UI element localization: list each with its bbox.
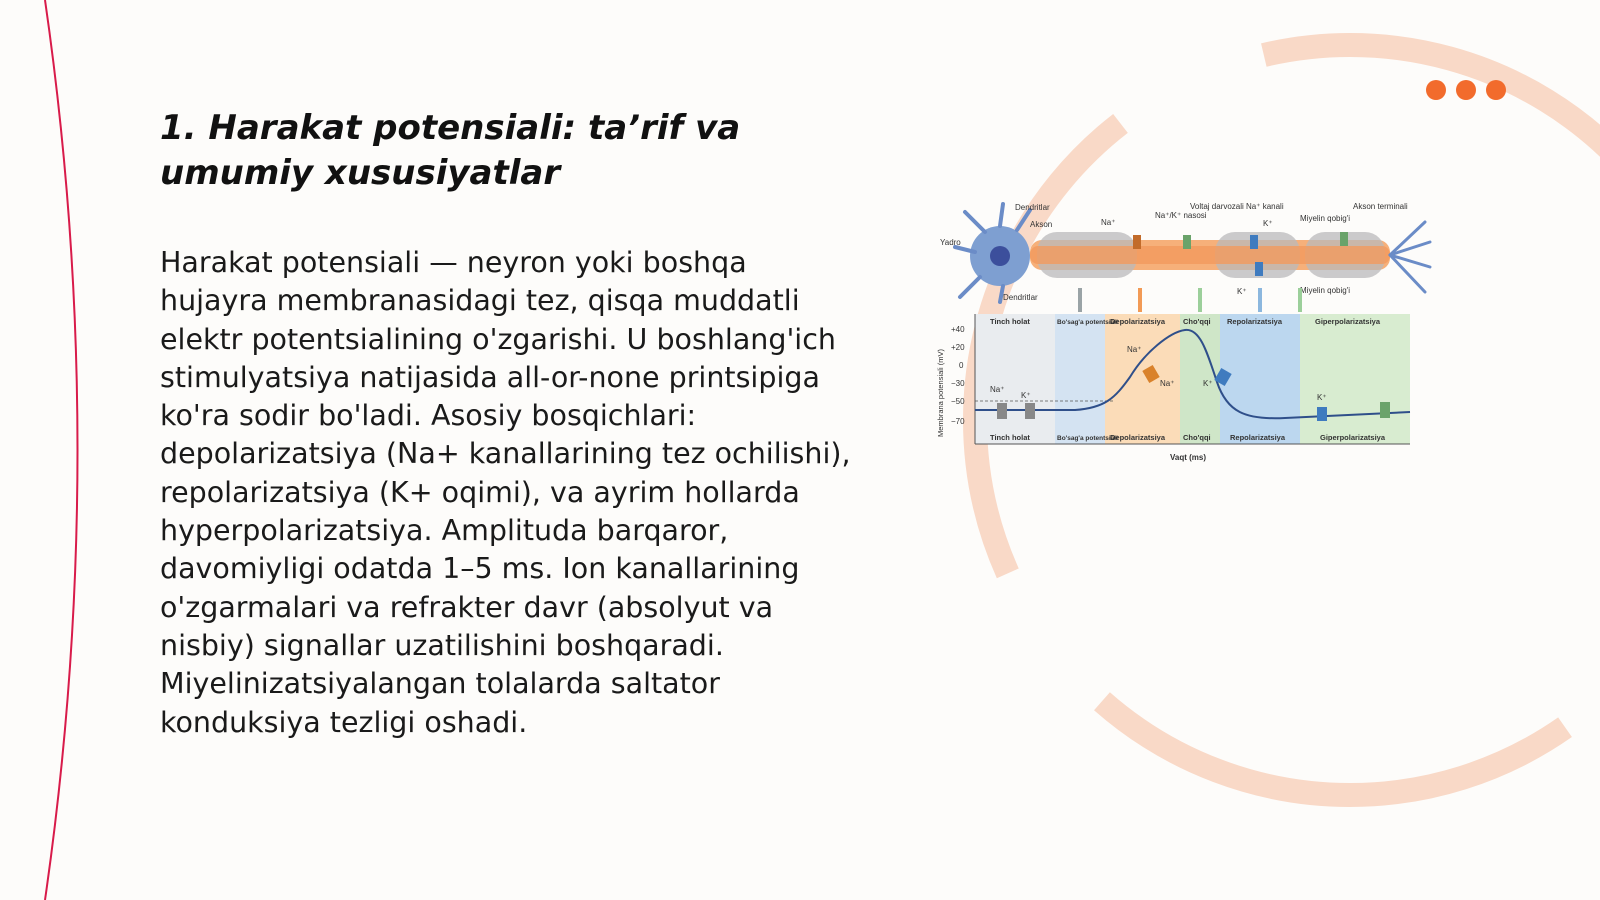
axon-terminal-branches [1390,222,1430,292]
channel-rest-2 [1025,403,1035,419]
y-tick-m70: −70 [951,417,965,426]
myelin-channel [1340,232,1348,246]
label-voltage-gated: Voltaj darvozali Na⁺ kanali [1190,202,1284,211]
phase-top-repol: Repolarizatsiya [1227,317,1283,326]
ion-k-hyper: K⁺ [1317,393,1327,402]
y-tick-20: +20 [951,343,965,352]
label-dendrites-top: Dendritlar [1015,203,1050,212]
phase-bg-rest [975,314,1055,444]
more-dots-icon[interactable] [1426,80,1506,100]
left-accent-curve [45,0,78,900]
dot-3 [1486,80,1506,100]
y-tick-m50: −50 [951,397,965,406]
dot-2 [1456,80,1476,100]
phase-bottom-peak: Cho'qqi [1183,433,1211,442]
phase-bg-threshold [1055,314,1105,444]
phase-top-peak: Cho'qqi [1183,317,1211,326]
phase-top-hyper: Giperpolarizatsiya [1315,317,1381,326]
phase-bottom-repol: Repolarizatsiya [1230,433,1286,442]
channel-rest-1 [997,403,1007,419]
action-potential-figure [936,202,1455,472]
ion-k-rest: K⁺ [1021,391,1031,400]
pump-channel [1183,235,1191,249]
phase-top-depol: Depolarizatsiya [1110,317,1166,326]
phase-bottom-rest: Tinch holat [990,433,1030,442]
phase-arrows [1080,288,1300,312]
label-pump: Na⁺/K⁺ nasosi [1155,211,1207,220]
slide-paragraph: Harakat potensiali — neyron yoki boshqa hujayra membranasidagi tez, qisqa muddatli elektr potentsialining o'zgarishi. U boshlang'ich stimulyatsiya natijasida all-or-none printsipiga ko'ra sodir bo'ladi. Asosiy bosqichlari: depolarizatsiya (Na+ kanallarining tez ochilishi), repolarizatsiya (K+ oqimi), va ayrim hollarda hyperpolarizatsiya. Amplituda barqaror, davomiyligi odatda 1–5 ms. Ion kanallarining o'zgarmalari va refrakter davr (absolyut va nisbiy) signallar uzatilishini boshqaradi. Miyelinizatsiyalangan tolalarda saltator konduksiya tezligi oshadi. [160,246,851,739]
channel-hyper-2 [1380,402,1390,418]
na-channel [1133,235,1141,249]
label-k-bottom: K⁺ [1237,287,1247,296]
axon-core [1030,246,1390,264]
y-axis-label: Membrana potensiali (mV) [936,349,945,437]
ion-na-depol-a: Na⁺ [1127,345,1142,354]
phase-bottom-hyper: Giperpolarizatsiya [1320,433,1386,442]
label-dendrites-bottom: Dendritlar [1003,293,1038,302]
phase-top-threshold: Bo'sag'a potentsiali [1057,319,1118,326]
ion-k-repol: K⁺ [1203,379,1213,388]
phase-bottom-threshold: Bo'sag'a potentsiali [1057,435,1118,442]
label-nucleus: Yadro [940,238,961,247]
phase-bottom-depol: Depolarizatsiya [1110,433,1166,442]
nucleus [990,246,1010,266]
channel-hyper-1 [1317,407,1327,421]
label-k-top: K⁺ [1263,219,1273,228]
y-tick-40: +40 [951,325,965,334]
y-tick-m30: −30 [951,379,965,388]
ion-na-depol-b: Na⁺ [1160,379,1175,388]
phase-bg-peak [1180,314,1220,444]
dot-1 [1426,80,1446,100]
label-na-top: Na⁺ [1101,218,1116,227]
ion-na-rest: Na⁺ [990,385,1005,394]
label-axon: Akson [1030,220,1053,229]
phase-bg-repol [1220,314,1300,444]
slide-title: 1. Harakat potensiali: ta’rif va umumiy xususiyatlar [160,108,741,193]
label-myelin-bottom: Miyelin qobig'i [1300,286,1350,295]
x-axis-label: Vaqt (ms) [1170,453,1207,462]
phase-bg-hyper [1300,314,1410,444]
y-tick-0: 0 [959,361,964,370]
label-myelin-top: Miyelin qobig'i [1300,214,1350,223]
phase-top-rest: Tinch holat [990,317,1030,326]
vg-na-channel [1250,235,1258,249]
label-axon-terminal: Akson terminali [1353,202,1408,211]
k-channel [1255,262,1263,276]
